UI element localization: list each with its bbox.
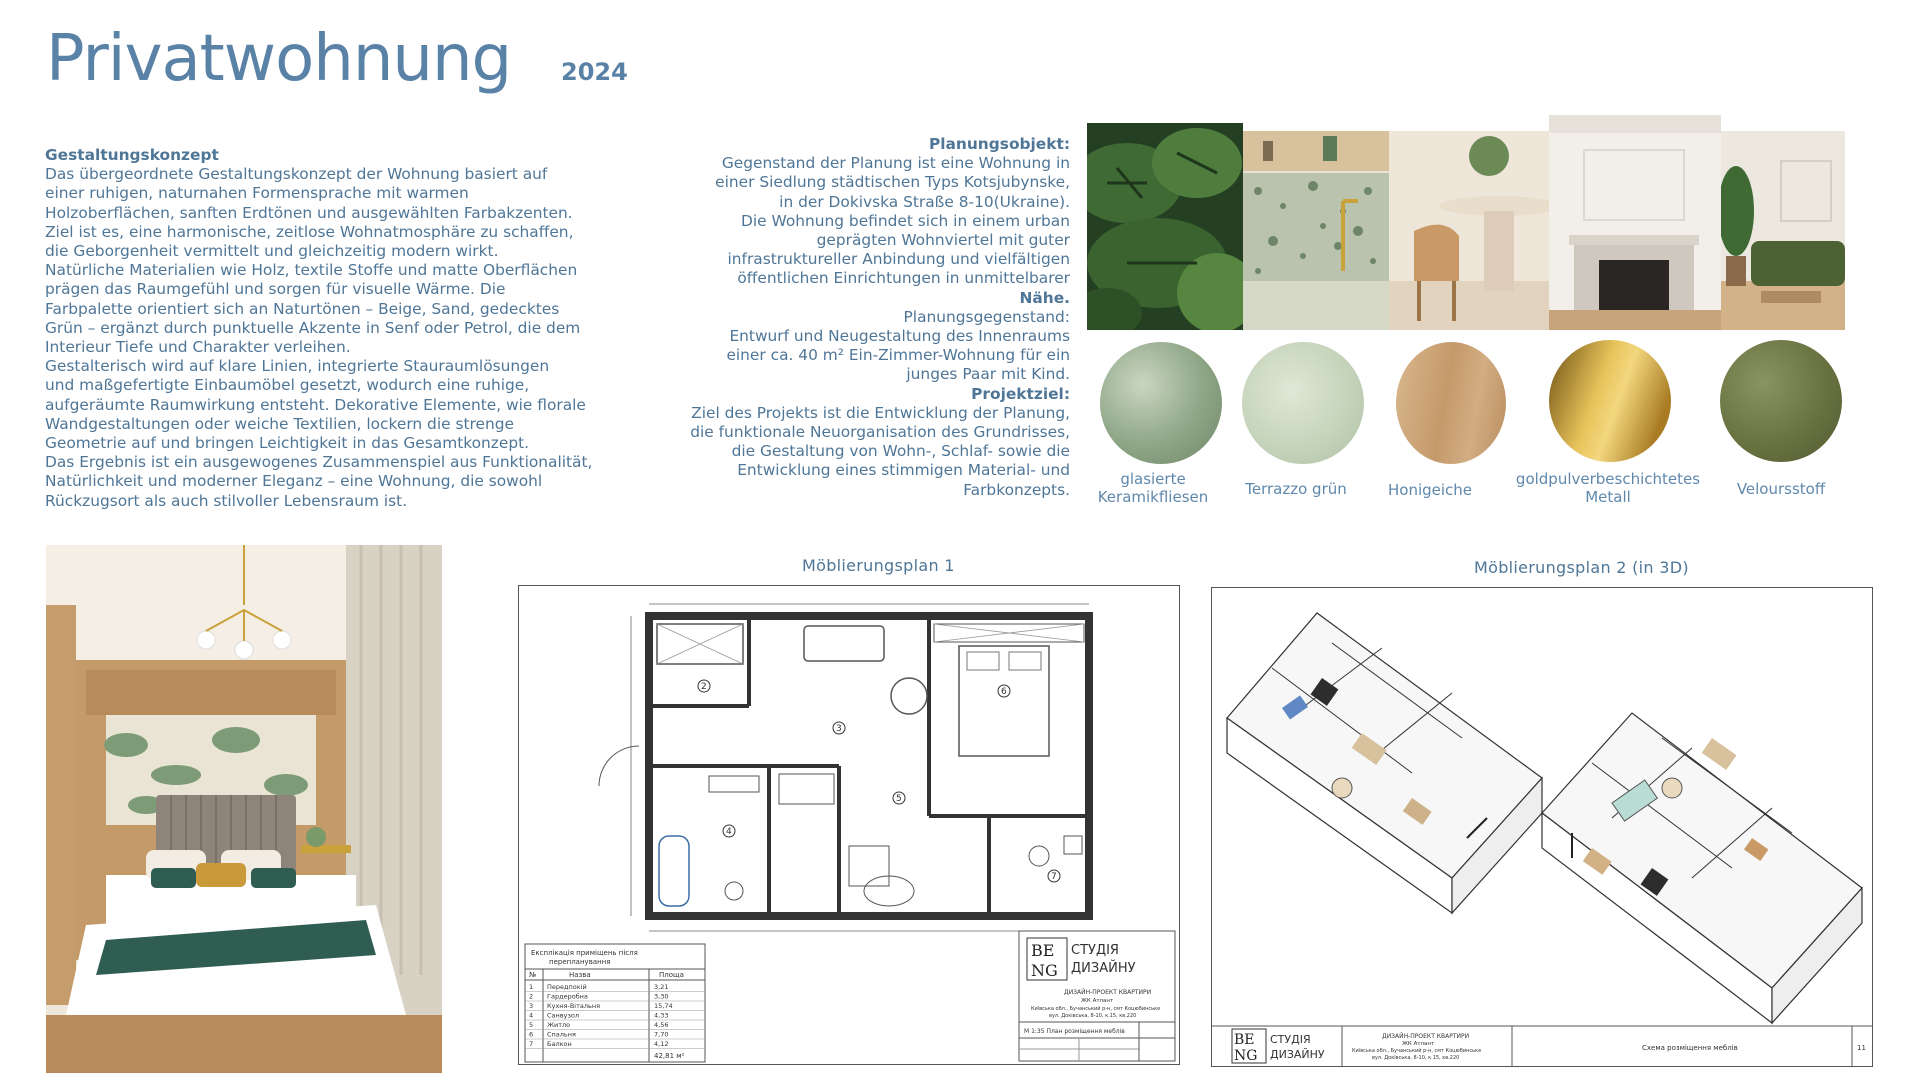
table-title-line-1: Експлікація приміщень після xyxy=(531,949,638,957)
table-head-area: Площа xyxy=(659,971,684,979)
concept-text-line: und maßgefertigte Einbaumöbel gesetzt, wodurch eine ruhige, xyxy=(45,376,530,395)
mood-photo-dining-chair xyxy=(1389,131,1549,330)
planning-object-line: infrastruktureller Anbindung und vielfältigen xyxy=(727,250,1070,269)
residential-complex: ЖК Атлант xyxy=(1402,1041,1435,1047)
plan-1-title-block xyxy=(1019,931,1175,1061)
room-table-cell: 4,12 xyxy=(654,1040,669,1048)
room-table-cell: 1 xyxy=(529,983,534,991)
project-goal-line: Farbkonzepts. xyxy=(963,480,1070,499)
project-goal-line: Entwicklung eines stimmigen Material- und xyxy=(737,461,1070,480)
concept-text-line: Interieur Tiefe und Charakter verleihen. xyxy=(45,338,351,357)
residential-complex: ЖК Атлант xyxy=(1081,998,1114,1004)
swatch-label-gold xyxy=(1508,470,1708,506)
swatch-label-line: glasierte xyxy=(1120,470,1186,488)
concept-text-line: einer ruhigen, naturnahen Formensprache mit warmen xyxy=(45,184,469,203)
bedroom-visualization xyxy=(46,545,442,1073)
concept-text-line: Rückzugsort als auch stilvoller Lebensraum ist. xyxy=(45,491,408,510)
svg-text:6: 6 xyxy=(1001,687,1007,697)
swatch-label-line: Metall xyxy=(1585,488,1631,506)
room-table-cell: Гардеробна xyxy=(547,992,588,1001)
sheet-name: Схема розміщення меблів xyxy=(1642,1044,1738,1052)
planning-object-line: öffentlichen Einrichtungen in unmittelbarer xyxy=(737,269,1070,288)
swatch-gold-metal xyxy=(1549,340,1671,462)
planning-text xyxy=(640,135,1070,500)
address-line-2: вул. Доківська, 8-10, к.15, кв.220 xyxy=(1372,1055,1460,1061)
swatch-label-oak xyxy=(1345,481,1515,499)
studio-name-line-1: СТУДІЯ xyxy=(1071,943,1119,958)
studio-name-line-1: СТУДІЯ xyxy=(1270,1033,1311,1046)
svg-text:4: 4 xyxy=(726,827,732,837)
project-goal-line: Ziel des Projekts ist die Entwicklung der Planung, xyxy=(691,403,1070,422)
mood-photo-green-sofa xyxy=(1721,131,1845,330)
planning-subject-line: einer ca. 40 m² Ein-Zimmer-Wohnung für ein xyxy=(726,346,1070,365)
svg-text:7: 7 xyxy=(1051,872,1057,882)
concept-text-line: Farbpalette orientiert sich an Naturtönen – Beige, Sand, gedecktes xyxy=(45,299,560,318)
project-goal-line: die funktionale Neuorganisation des Grundrisses, xyxy=(690,423,1070,442)
address-line-2: вул. Доківська, 8-10, к.15, кв.220 xyxy=(1049,1013,1137,1019)
swatch-honey-oak xyxy=(1396,342,1506,464)
room-table-cell: 5 xyxy=(529,1021,534,1029)
room-table-cell: Балкон xyxy=(547,1040,572,1048)
table-head-no: № xyxy=(529,971,537,979)
concept-text-line: Natürlichkeit und moderner Eleganz – eine Wohnung, die sowohl xyxy=(45,472,543,491)
planning-subject-line: junges Paar mit Kind. xyxy=(906,365,1070,384)
room-table-cell: 2 xyxy=(529,992,534,1001)
concept-text-line: Das übergeordnete Gestaltungskonzept der Wohnung basiert auf xyxy=(45,165,548,184)
swatch-terrazzo-green xyxy=(1242,342,1364,464)
studio-logo-top: BE xyxy=(1234,1032,1255,1048)
floor-plan-1-sheet xyxy=(518,585,1180,1065)
project-goal-heading: Projektziel: xyxy=(971,384,1070,403)
studio-logo-bottom: NG xyxy=(1234,1048,1258,1064)
swatch-label-line: Honigeiche xyxy=(1387,481,1473,499)
concept-text-line: Holzoberflächen, sanften Erdtönen und ausgewählten Farbakzenten. xyxy=(45,203,573,222)
page-title-year: 2024 xyxy=(561,58,628,86)
concept-text-line: Das Ergebnis ist ein ausgewogenes Zusammenspiel aus Funktionalität, xyxy=(45,453,593,472)
concept-text-line: Geometrie auf und bringen Leichtigkeit in das Gesamtkonzept. xyxy=(45,434,530,453)
swatch-label-line: Veloursstoff xyxy=(1736,480,1826,498)
swatch-glazed-ceramic xyxy=(1100,342,1222,464)
planning-object-line: einer Siedlung städtischen Typs Kotsjubynske, xyxy=(715,173,1070,192)
svg-text:5: 5 xyxy=(896,794,902,804)
sheet-name: М 1:35 План розміщення меблів xyxy=(1024,1028,1125,1035)
plan-2-title-block xyxy=(1212,1026,1872,1066)
floor-plan-2-sheet xyxy=(1211,587,1873,1067)
concept-text-line: Ziel ist es, eine harmonische, zeitlose Wohnatmosphäre zu schaffen, xyxy=(45,222,574,241)
room-table-cell: 3,21 xyxy=(654,983,669,991)
project-title: ДИЗАЙН-ПРОЕКТ КВАРТИРИ xyxy=(1382,1033,1470,1040)
mood-photo-terrazzo-kitchen xyxy=(1243,131,1389,330)
address-line-1: Київська обл., Бучанський р-н, смт Коцюбинське xyxy=(1031,1006,1161,1012)
room-table-cell: Спальня xyxy=(547,1030,576,1039)
room-table-cell: 7,70 xyxy=(654,1030,669,1039)
swatch-label-line: goldpulverbeschichtetes xyxy=(1515,470,1701,488)
concept-body xyxy=(45,165,645,511)
project-goal-body xyxy=(640,404,1070,500)
address-line-1: Київська обл., Бучанський р-н, смт Коцюбинське xyxy=(1352,1048,1482,1054)
concept-heading: Gestaltungskonzept xyxy=(45,146,219,164)
planning-object-line: geprägten Wohnviertel mit guter xyxy=(816,231,1070,250)
page-title: Privatwohnung xyxy=(46,22,512,96)
planning-object-line: Die Wohnung befindet sich in einem urban xyxy=(741,211,1070,230)
table-head-name: Назва xyxy=(569,971,591,979)
floor-plan-2-title: Möblierungsplan 2 (in 3D) xyxy=(1474,558,1689,577)
room-explication-table xyxy=(525,944,705,1062)
planning-object-line: in der Dokivska Straße 8-10(Ukraine). xyxy=(779,192,1070,211)
concept-text-line: prägen das Raumgefühl und sorgen für visuelle Wärme. Die xyxy=(45,280,506,299)
svg-text:2: 2 xyxy=(701,682,707,692)
concept-text-line: Natürliche Materialien wie Holz, textile Stoffe und matte Oberflächen xyxy=(45,261,578,280)
room-table-cell: 15,74 xyxy=(654,1002,673,1010)
room-table-cell: 6 xyxy=(529,1030,534,1039)
table-total-area: 42,81 м² xyxy=(654,1052,685,1060)
concept-text-line: Grün – ergänzt durch punktuelle Akzente in Senf oder Petrol, die dem xyxy=(45,318,581,337)
swatch-velours xyxy=(1720,340,1842,462)
studio-logo-top: BE xyxy=(1031,941,1055,960)
room-table-cell: Кухня-Вітальня xyxy=(547,1002,600,1010)
swatch-label-velours xyxy=(1696,480,1866,498)
planning-object-line: Gegenstand der Planung ist eine Wohnung in xyxy=(721,154,1070,173)
isometric-model-1 xyxy=(1227,613,1542,913)
room-table-cell: Житло xyxy=(547,1021,571,1029)
design-concept-text xyxy=(45,146,645,511)
studio-name-line-2: ДИЗАЙНУ xyxy=(1071,961,1136,976)
sheet-number: 11 xyxy=(1857,1044,1866,1052)
concept-text-line: aufgeräumte Raumwirkung entsteht. Dekorative Elemente, wie florale xyxy=(45,395,586,414)
planning-subject-heading: Planungsgegenstand: xyxy=(903,307,1070,326)
room-table-cell: 3,30 xyxy=(654,992,669,1001)
planning-object-last: Nähe. xyxy=(1019,288,1070,307)
room-table-cell: Передпокій xyxy=(547,983,587,991)
room-table-cell: 3 xyxy=(529,1002,534,1010)
room-table-cell: 7 xyxy=(529,1040,534,1048)
planning-subject-body xyxy=(640,327,1070,385)
project-goal-line: die Gestaltung von Wohn-, Schlaf- sowie die xyxy=(731,442,1070,461)
room-table-cell: 4 xyxy=(529,1011,534,1020)
svg-text:3: 3 xyxy=(836,724,842,734)
studio-name-line-2: ДИЗАЙНУ xyxy=(1270,1048,1325,1061)
floor-plan-1-drawing xyxy=(519,586,1179,1064)
concept-text-line: Wandgestaltungen oder weiche Textilien, lockern die strenge xyxy=(45,414,514,433)
room-table-cell: Санвузол xyxy=(547,1011,580,1020)
concept-text-line: die Geborgenheit vermittelt und gleichzeitig modern wirkt. xyxy=(45,242,499,261)
project-title: ДИЗАЙН-ПРОЕКТ КВАРТИРИ xyxy=(1064,989,1152,996)
mood-photo-monstera xyxy=(1087,123,1243,330)
planning-subject-line: Entwurf und Neugestaltung des Innenraums xyxy=(729,327,1070,346)
isometric-model-2 xyxy=(1542,713,1862,1023)
room-table-cell: 4,33 xyxy=(654,1011,669,1020)
floor-plan-2-3d-drawing xyxy=(1212,588,1872,1066)
room-table-cell: 4,56 xyxy=(654,1021,669,1029)
concept-text-line: Gestalterisch wird auf klare Linien, integrierte Stauraumlösungen xyxy=(45,357,550,376)
mood-photo-fireplace xyxy=(1549,115,1721,330)
studio-logo-bottom: NG xyxy=(1031,961,1058,980)
planning-object-body xyxy=(640,154,1070,288)
planning-object-heading: Planungsobjekt: xyxy=(928,135,1070,153)
table-title-line-2: перепланування xyxy=(549,958,611,966)
swatch-label-line: Keramikfliesen xyxy=(1097,488,1209,506)
swatch-label-line: Terrazzo grün xyxy=(1245,480,1347,498)
floor-plan-1-title: Möblierungsplan 1 xyxy=(802,556,955,575)
